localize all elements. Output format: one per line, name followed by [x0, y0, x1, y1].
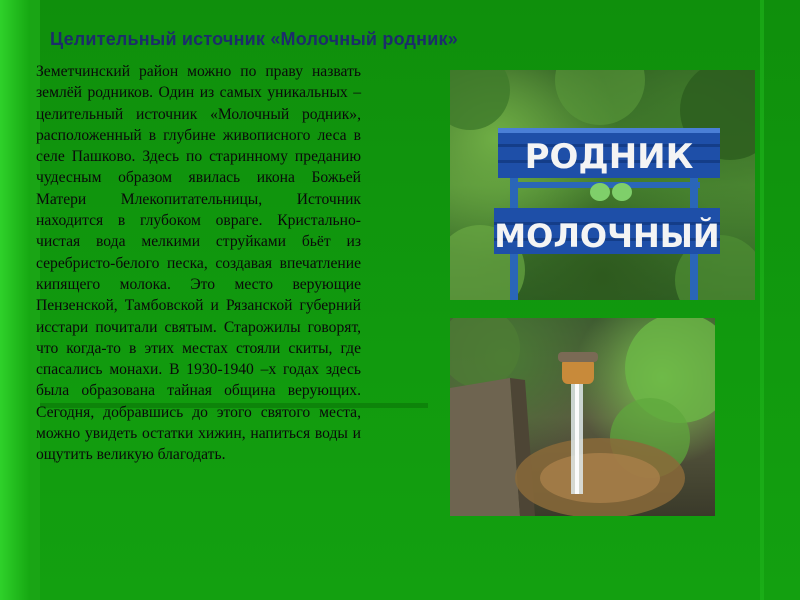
decorative-vertical-line — [760, 0, 764, 600]
spring-illustration — [450, 318, 715, 516]
slide-title: Целительный источник «Молочный родник» — [50, 29, 458, 49]
sign-text-bottom: МОЛОЧНЫЙ — [494, 217, 720, 255]
spring-sign-photo — [450, 70, 755, 300]
sign-illustration — [450, 70, 755, 300]
spring-water-photo — [450, 318, 715, 516]
slide-body-text: Земетчинский район можно по праву назвать землёй родников. Один из самых уникальных – целительный источник «Молочный родник», расположенный в глубине живописного леса в селе Пашково. Здесь по старинному преданию чудесным образом явилась икона Божьей Матери Млекопитательницы, Источник находится в глубоком овраге. Кристально-чистая вода мелкими струйками бьёт из серебристо-белого песка, создавая впечатление кипящего молока. Это место верующие Пензенской, Тамбовской и Рязанской губерний исстари почитали святым. Старожилы говорят, что когда-то в этих местах стояли скиты, где спасались монахи. В 1930-1940 –х годах здесь была образована тайная община верующих. Сегодня, добравшись до этого святого места, можно увидеть остатки хижин, напиться воды и ощутить великую благодать. — [36, 63, 361, 464]
sign-text-top: РОДНИК — [524, 137, 694, 177]
background-accent-left — [0, 0, 30, 600]
